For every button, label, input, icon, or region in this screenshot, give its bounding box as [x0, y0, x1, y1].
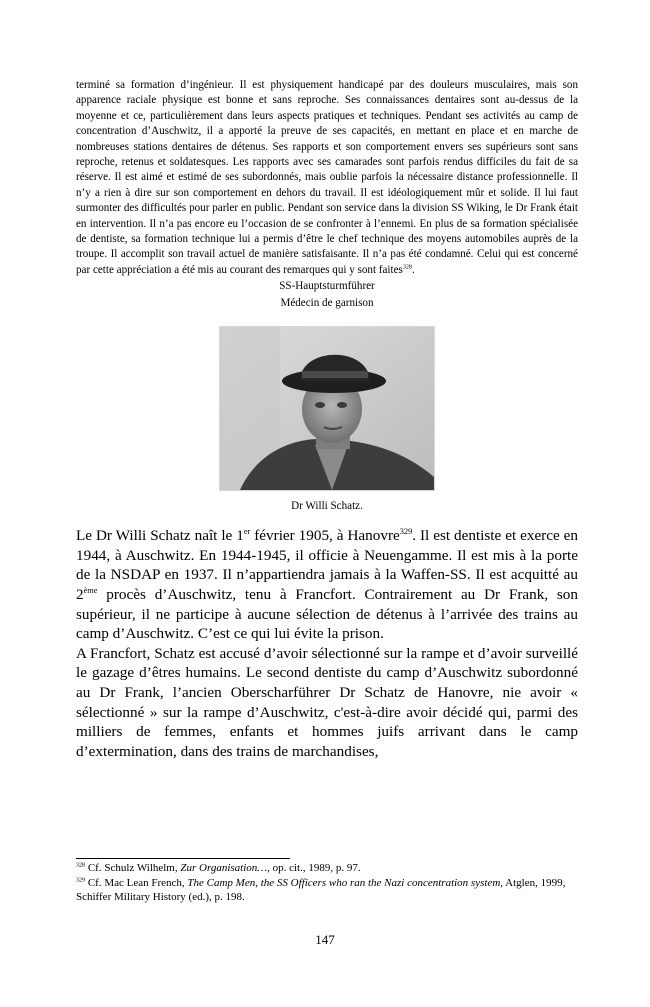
p1-text-d: procès d’Auschwitz, tenu à Francfort. Contrairement au Dr Frank, son supérieur, il ne participe à aucune sélection de détenus à l’arrivée des trains au camp d’Auschwitz. C’est ce qui lui évite la prison. — [76, 586, 578, 643]
portrait-photo — [219, 326, 435, 491]
footnote-ref-328[interactable]: 328 — [402, 264, 412, 271]
footnote-text: Cf. Mac Lean French, — [85, 876, 188, 889]
signature-title: Médecin de garnison — [280, 297, 374, 310]
footnote-number: 329 — [76, 876, 86, 883]
signature-rank: SS-Hauptsturmführer — [279, 280, 375, 293]
p1-superscript-eme: ème — [83, 586, 98, 595]
footnote-text: , Atglen, 1999, Schiffer Military History (ed.), p. 198. — [76, 876, 566, 903]
portrait-image — [220, 327, 434, 490]
signature-block — [76, 278, 578, 312]
footnote-title: The Camp Men, the SS Officers who ran the Nazi concentration system — [187, 876, 501, 889]
paragraph-2: A Francfort, Schatz est accusé d’avoir sélectionné sur la rampe et d’avoir surveillé le gazage d’êtres humains. Le second dentiste du camp d’Auschwitz subordonné au Dr Frank, l’ancien Oberscharführer Dr Schatz de Hanovre, nie avoir « sélectionné » sur la rampe d’Auschwitz, c'est-à-dire avoir décidé qui, parmi des milliers de femmes, enfants et hommes juifs arrivant dans le camp d’extermination, dans des trains de marchandises, — [76, 644, 578, 760]
footnote-number: 328 — [76, 862, 86, 869]
footnote-text: Cf. Schulz Wilhelm, — [85, 862, 181, 874]
page-content — [76, 78, 578, 761]
footnote-ref-329[interactable]: 329 — [399, 527, 413, 537]
p1-text-a: Le Dr Willi Schatz naît le 1 — [76, 527, 244, 545]
footnotes — [76, 858, 578, 905]
footnote-divider — [76, 858, 290, 859]
quote-text: terminé sa formation d’ingénieur. Il est physiquement handicapé par des douleurs musculaires, mais son apparence raciale physique est bonne et sans reproche. Ses connaissances dentaires sont au-dessus de la moyenne et ce, particulièrement dans leurs aspects pratiques et techniques. Pendant ses activités au camp de concentration d’Auschwitz, il a apporté la preuve de ses capacités, en mettant en place et en marche de nombreuses stations dentaires de détenus. Ses rapports et son comportement envers ses supérieurs sont sans reproche, retenus et soldatesques. Les rapports avec ses camarades sont parfois rendus difficiles du fait de sa réserve. Il est aimé et estimé de ses subordonnés, mais oublie parfois la nécessaire distance professionnelle. Il n’y a rien à dire sur son comportement en dehors du travail. Il est idéologiquement mûr et solide. Il lui faut surmonter des difficultés pour parler en public. Pendant son service dans la division SS Wiking, le Dr Frank était en intervention. Il n’a pas encore eu l’occasion de se confronter à l’ennemi. En plus de sa formation spécialisée de dentiste, sa formation technique lui a permis d’être le chef technique des moyens automobiles auprès de la troupe. Il accomplit son travail actuel de manière satisfaisante. Il n’a pas été condamné. Celui qui est concerné par cette appréciation a été mis au courant des remarques qui y sont faites — [76, 79, 578, 276]
quoted-evaluation: terminé sa formation d’ingénieur. Il est physiquement handicapé par des douleurs musculaires, mais son apparence raciale physique est bonne et sans reproche. Ses connaissances dentaires sont au-dessus de la moyenne et ce, particulièrement dans leurs aspects pratiques et techniques. Pendant ses activités au camp de concentration d’Auschwitz, il a apporté la preuve de ses capacités, en mettant en place et en marche de nombreuses stations dentaires de détenus. Ses rapports et son comportement envers ses supérieurs sont sans reproche, retenus et soldatesques. Les rapports avec ses camarades sont parfois rendus difficiles du fait de sa réserve. Il est aimé et estimé de ses subordonnés, mais oublie parfois la nécessaire distance professionnelle. Il n’y a rien à dire sur son comportement en dehors du travail. Il est idéologiquement mûr et solide. Il lui faut surmonter des difficultés pour parler en public. Pendant son service dans la division SS Wiking, le Dr Frank était en intervention. Il n’a pas encore eu l’occasion de se confronter à l’ennemi. En plus de sa formation spécialisée de dentiste, sa formation technique lui a permis d’être le chef technique des moyens automobiles auprès de la troupe. Il accomplit son travail actuel de manière satisfaisante. Il n’a pas été condamné. Celui qui est concerné par cette appréciation a été mis au courant des remarques qui y sont faites$^{328}$. — [76, 79, 578, 276]
p1-text-c: . Il est dentiste et exerce en 1944, à Auschwitz. En 1944-1945, il officie à Neuengamme. Il est mis à la porte de la NSDAP en 1937. Il n’appartiendra jamais à la Waffen-SS. Il est acquitté au 2 — [76, 527, 579, 604]
paragraph-1 — [76, 526, 578, 644]
footnote-title: Zur Organisation… — [180, 862, 268, 874]
p1-superscript-er: er — [243, 527, 251, 537]
photo-caption: Dr Willi Schatz. — [291, 500, 363, 513]
page-number: 147 — [315, 932, 335, 947]
footnote-328 — [76, 861, 578, 876]
p1-text-b: février 1905, à Hanovre — [250, 527, 400, 545]
main-text — [76, 526, 578, 761]
footnote-329 — [76, 876, 578, 905]
footnote-text: , op. cit., 1989, p. 97. — [267, 862, 361, 874]
